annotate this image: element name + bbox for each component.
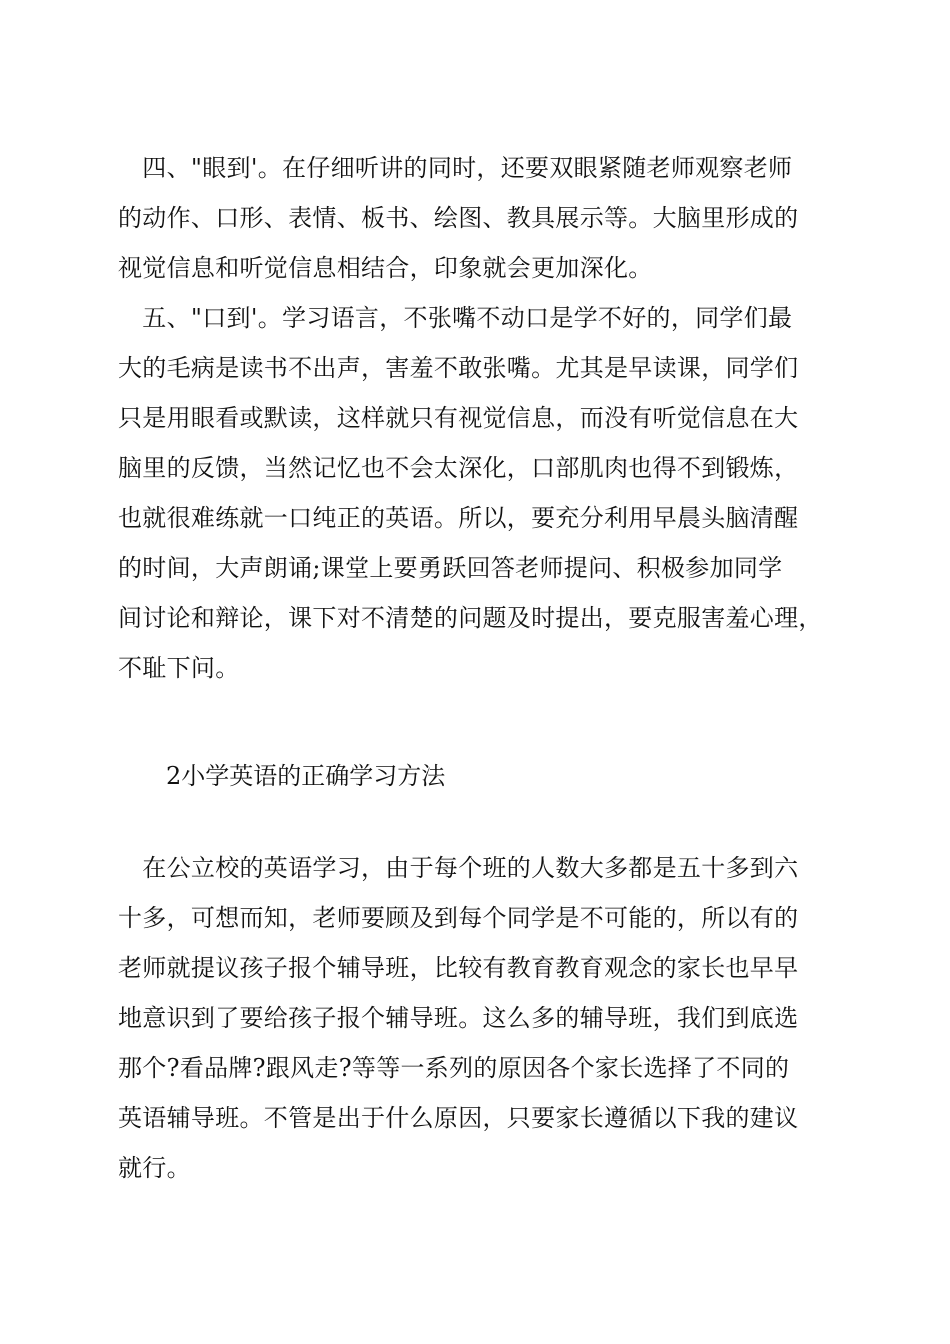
paragraph-5-line-3: 只是用眼看或默读，这样就只有视觉信息，而没有听觉信息在大 [118,404,799,432]
section-heading: 2小学英语的正确学习方法 [166,762,446,790]
paragraph-5-line-4: 脑里的反馈，当然记忆也不会太深化，口部肌肉也得不到锻炼， [118,454,799,482]
paragraph-intro-line-5: 那个?看品牌?跟风走?等等一系列的原因各个家长选择了不同的 [118,1054,790,1082]
paragraph-5-line-6: 的时间，大声朗诵;课堂上要勇跃回答老师提问、积极参加同学 [118,554,783,582]
paragraph-4-line-3: 视觉信息和听觉信息相结合，印象就会更加深化。 [118,254,653,282]
paragraph-intro-line-3: 老师就提议孩子报个辅导班，比较有教育教育观念的家长也早早 [118,954,799,982]
paragraph-intro-line-6: 英语辅导班。不管是出于什么原因，只要家长遵循以下我的建议 [118,1104,799,1132]
paragraph-5-line-5: 也就很难练就一口纯正的英语。所以，要充分利用早晨头脑清醒 [118,504,799,532]
paragraph-5-line-7: 间讨论和辩论，课下对不清楚的问题及时提出，要克服害羞心理， [118,604,823,632]
paragraph-intro-line-4: 地意识到了要给孩子报个辅导班。这么多的辅导班，我们到底选 [118,1004,799,1032]
paragraph-4-line-2: 的动作、口形、表情、板书、绘图、教具展示等。大脑里形成的 [118,204,799,232]
paragraph-intro-line-2: 十多，可想而知，老师要顾及到每个同学是不可能的，所以有的 [118,904,799,932]
paragraph-4-line-1: 四、"眼到'。在仔细听讲的同时，还要双眼紧随老师观察老师 [118,154,793,182]
paragraph-5-line-2: 大的毛病是读书不出声，害羞不敢张嘴。尤其是早读课，同学们 [118,354,799,382]
paragraph-intro-line-1: 在公立校的英语学习，由于每个班的人数大多都是五十多到六 [118,854,799,882]
paragraph-5-line-1: 五、"口到'。学习语言，不张嘴不动口是学不好的，同学们最 [118,304,793,332]
paragraph-5-line-8: 不耻下问。 [118,654,240,682]
paragraph-intro-line-7: 就行。 [118,1154,191,1182]
